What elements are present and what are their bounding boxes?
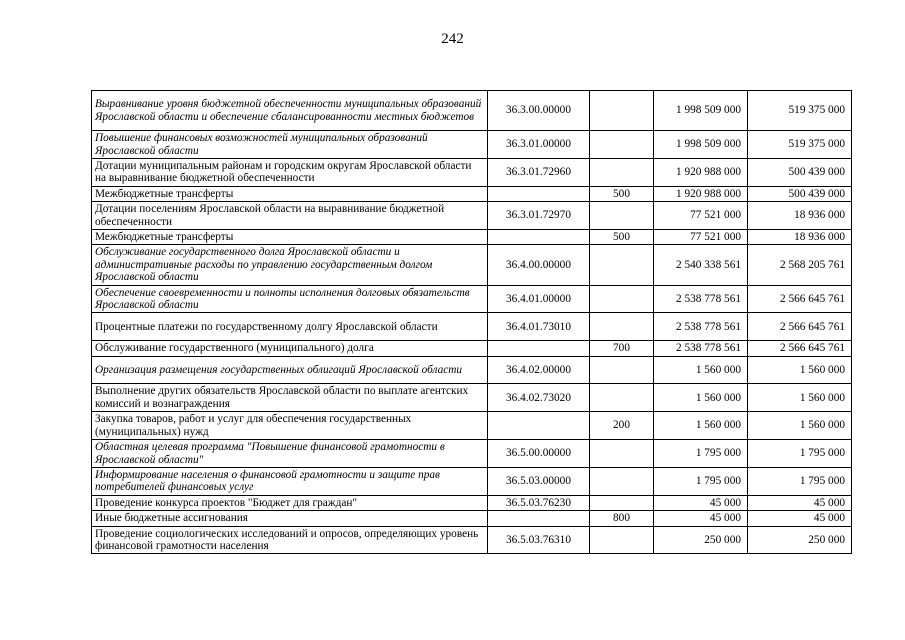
amount-year1-cell: 2 538 778 561: [654, 313, 748, 341]
expense-kind-cell: [590, 202, 654, 230]
item-name-cell: Обслуживание государственного (муниципального) долга: [92, 341, 488, 356]
amount-year1-cell: 77 521 000: [654, 202, 748, 230]
expense-kind-cell: [590, 91, 654, 131]
item-code-cell: 36.5.03.76310: [488, 526, 590, 554]
amount-year2-cell: 1 560 000: [748, 356, 852, 384]
amount-year2-cell: 1 795 000: [748, 440, 852, 468]
table-row: [92, 202, 852, 230]
table-row: [92, 131, 852, 159]
table-row: [92, 91, 852, 131]
item-code-cell: 36.3.01.72970: [488, 202, 590, 230]
item-code-cell: [488, 186, 590, 201]
amount-year1-cell: 45 000: [654, 511, 748, 526]
amount-year1-cell: 1 920 988 000: [654, 186, 748, 201]
amount-year1-cell: 250 000: [654, 526, 748, 554]
amount-year1-cell: 2 540 338 561: [654, 245, 748, 285]
item-code-cell: 36.4.02.73020: [488, 384, 590, 412]
amount-year2-cell: 1 795 000: [748, 467, 852, 495]
amount-year2-cell: 45 000: [748, 495, 852, 510]
amount-year1-cell: 2 538 778 561: [654, 341, 748, 356]
amount-year2-cell: 2 566 645 761: [748, 285, 852, 313]
amount-year2-cell: 1 560 000: [748, 384, 852, 412]
table-row: [92, 440, 852, 468]
item-name-cell: Иные бюджетные ассигнования: [92, 511, 488, 526]
expense-kind-cell: [590, 495, 654, 510]
page-number: 242: [441, 31, 464, 47]
amount-year2-cell: 2 566 645 761: [748, 313, 852, 341]
budget-table: [91, 90, 852, 554]
item-code-cell: [488, 341, 590, 356]
item-name-cell: Проведение социологических исследований и опросов, определяющих уровень финансовой грамотности населения: [92, 526, 488, 554]
amount-year1-cell: 1 560 000: [654, 356, 748, 384]
table-row: [92, 186, 852, 201]
expense-kind-cell: [590, 245, 654, 285]
amount-year1-cell: 1 920 988 000: [654, 159, 748, 187]
amount-year2-cell: 500 439 000: [748, 159, 852, 187]
item-code-cell: 36.4.02.00000: [488, 356, 590, 384]
amount-year1-cell: 1 998 509 000: [654, 91, 748, 131]
expense-kind-cell: [590, 384, 654, 412]
amount-year1-cell: 1 998 509 000: [654, 131, 748, 159]
expense-kind-cell: [590, 467, 654, 495]
item-code-cell: 36.4.01.00000: [488, 285, 590, 313]
amount-year1-cell: 1 795 000: [654, 440, 748, 468]
item-code-cell: 36.3.00.00000: [488, 91, 590, 131]
expense-kind-cell: [590, 313, 654, 341]
item-name-cell: Процентные платежи по государственному долгу Ярославской области: [92, 313, 488, 341]
amount-year1-cell: 45 000: [654, 495, 748, 510]
expense-kind-cell: 500: [590, 186, 654, 201]
expense-kind-cell: [590, 526, 654, 554]
table-row: [92, 384, 852, 412]
item-code-cell: [488, 230, 590, 245]
item-name-cell: Дотации поселениям Ярославской области на выравнивание бюджетной обеспеченности: [92, 202, 488, 230]
amount-year2-cell: 500 439 000: [748, 186, 852, 201]
amount-year1-cell: 77 521 000: [654, 230, 748, 245]
expense-kind-cell: [590, 356, 654, 384]
item-name-cell: Дотации муниципальным районам и городским округам Ярославской области на выравнивание бюджетной обеспеченности: [92, 159, 488, 187]
amount-year2-cell: 519 375 000: [748, 91, 852, 131]
amount-year2-cell: 519 375 000: [748, 131, 852, 159]
item-name-cell: Областная целевая программа "Повышение финансовой грамотности в Ярославской области": [92, 440, 488, 468]
item-name-cell: Обеспечение своевременности и полноты исполнения долговых обязательств Ярославской области: [92, 285, 488, 313]
amount-year2-cell: 1 560 000: [748, 412, 852, 440]
expense-kind-cell: 200: [590, 412, 654, 440]
table-row: [92, 313, 852, 341]
expense-kind-cell: [590, 131, 654, 159]
item-code-cell: 36.3.01.72960: [488, 159, 590, 187]
amount-year2-cell: 18 936 000: [748, 230, 852, 245]
amount-year1-cell: 1 560 000: [654, 384, 748, 412]
item-name-cell: Обслуживание государственного долга Ярославской области и административные расходы по управлению государственным долгом Ярославской области: [92, 245, 488, 285]
table-row: [92, 341, 852, 356]
item-code-cell: 36.5.03.00000: [488, 467, 590, 495]
expense-kind-cell: [590, 440, 654, 468]
table-row: [92, 495, 852, 510]
amount-year1-cell: 1 560 000: [654, 412, 748, 440]
table-row: [92, 285, 852, 313]
item-code-cell: 36.5.00.00000: [488, 440, 590, 468]
expense-kind-cell: [590, 159, 654, 187]
item-code-cell: 36.4.01.73010: [488, 313, 590, 341]
table-row: [92, 159, 852, 187]
item-code-cell: [488, 412, 590, 440]
table-row: [92, 245, 852, 285]
item-name-cell: Закупка товаров, работ и услуг для обеспечения государственных (муниципальных) нужд: [92, 412, 488, 440]
item-code-cell: 36.5.03.76230: [488, 495, 590, 510]
item-name-cell: Межбюджетные трансферты: [92, 186, 488, 201]
item-name-cell: Информирование населения о финансовой грамотности и защите прав потребителей финансовых услуг: [92, 467, 488, 495]
table-row: [92, 511, 852, 526]
amount-year2-cell: 2 566 645 761: [748, 341, 852, 356]
amount-year2-cell: 18 936 000: [748, 202, 852, 230]
item-code-cell: 36.4.00.00000: [488, 245, 590, 285]
expense-kind-cell: 500: [590, 230, 654, 245]
table-row: [92, 230, 852, 245]
table-body: [92, 91, 852, 554]
item-name-cell: Межбюджетные трансферты: [92, 230, 488, 245]
table-row: [92, 356, 852, 384]
amount-year2-cell: 250 000: [748, 526, 852, 554]
expense-kind-cell: 700: [590, 341, 654, 356]
table-row: [92, 467, 852, 495]
item-name-cell: Выполнение других обязательств Ярославской области по выплате агентских комиссий и вознаграждения: [92, 384, 488, 412]
amount-year1-cell: 2 538 778 561: [654, 285, 748, 313]
item-name-cell: Организация размещения государственных облигаций Ярославской области: [92, 356, 488, 384]
item-code-cell: 36.3.01.00000: [488, 131, 590, 159]
item-name-cell: Проведение конкурса проектов "Бюджет для граждан": [92, 495, 488, 510]
item-name-cell: Выравнивание уровня бюджетной обеспеченности муниципальных образований Ярославской области и обеспечение сбалансированности местных бюджетов: [92, 91, 488, 131]
amount-year1-cell: 1 795 000: [654, 467, 748, 495]
table-row: [92, 526, 852, 554]
expense-kind-cell: 800: [590, 511, 654, 526]
amount-year2-cell: 2 568 205 761: [748, 245, 852, 285]
table-row: [92, 412, 852, 440]
amount-year2-cell: 45 000: [748, 511, 852, 526]
expense-kind-cell: [590, 285, 654, 313]
item-name-cell: Повышение финансовых возможностей муниципальных образований Ярославской области: [92, 131, 488, 159]
item-code-cell: [488, 511, 590, 526]
